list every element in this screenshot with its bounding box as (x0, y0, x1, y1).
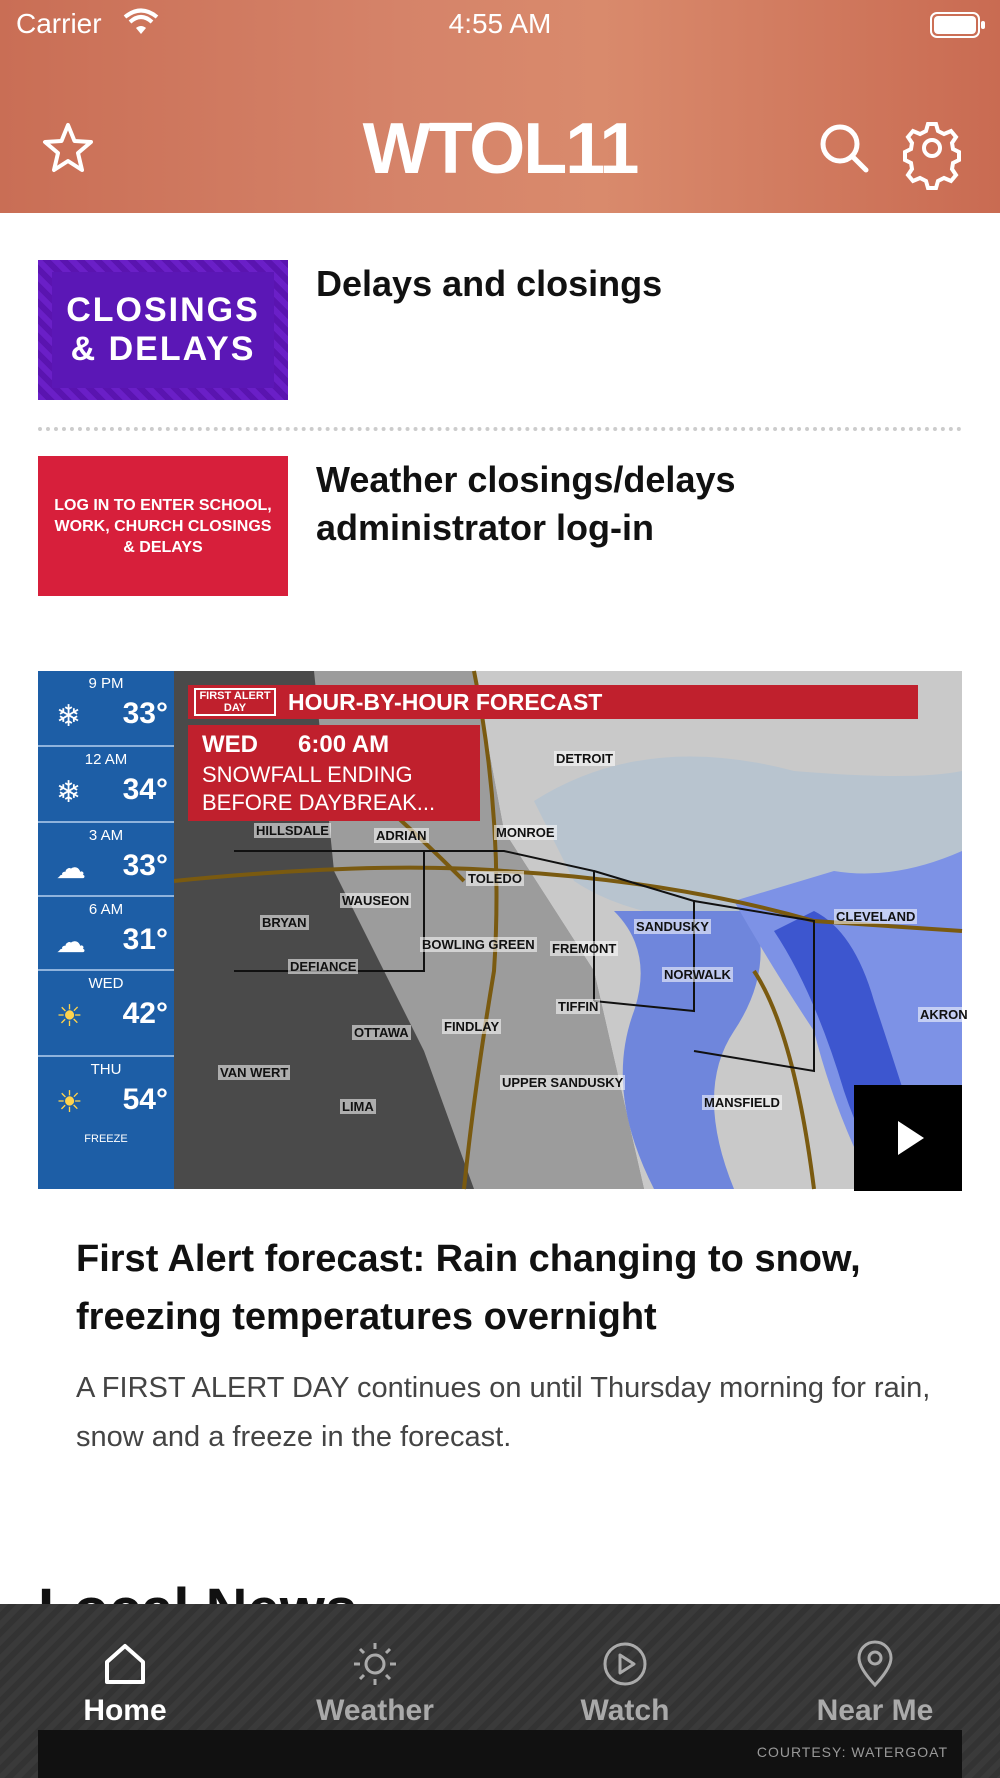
tab-label: Near Me (816, 1694, 934, 1727)
map-city-label: FREMONT (552, 941, 617, 956)
list-item-title: Delays and closings (316, 263, 663, 304)
tab-label: Watch (580, 1694, 670, 1727)
forecast-temp: 31° (122, 923, 168, 956)
tab-label: Weather (316, 1694, 434, 1727)
battery-icon (930, 12, 986, 45)
forecast-time: 12 AM (84, 751, 128, 768)
forecast-time: WED (88, 975, 124, 992)
forecast-freeze-label: FREEZE (84, 1133, 128, 1145)
tab-watch[interactable] (500, 1640, 750, 1728)
forecast-slot (38, 671, 174, 747)
map-city-label: UPPER SANDUSKY (502, 1075, 624, 1090)
map-city-label: TOLEDO (468, 871, 522, 886)
forecast-time: 6 AM (88, 901, 124, 918)
map-city-label: HILLSDALE (256, 823, 329, 838)
tab-weather[interactable] (250, 1640, 500, 1728)
first-alert-badge: FIRST ALERT DAY (194, 688, 276, 716)
map-city-label: DETROIT (556, 751, 614, 766)
subtitle-lines (202, 761, 435, 817)
tab-label: Home (83, 1694, 167, 1727)
subtitle-line2: SNOWFALL ENDING (202, 762, 413, 787)
map-city-label: WAUSEON (342, 893, 410, 908)
partly-sunny-icon: ☀ (56, 1086, 83, 1119)
article-description: A FIRST ALERT DAY continues on until Thursday morning for rain, snow and a freeze in the forecast. (76, 1372, 931, 1453)
map-city-label: SANDUSKY (636, 919, 709, 934)
snow-icon: ❄ (56, 776, 82, 809)
search-icon[interactable] (816, 120, 872, 176)
courtesy-label: COURTESY: WATERGOAT (756, 1744, 948, 1760)
map-city-label: VAN WERT (220, 1065, 289, 1080)
forecast-slot (38, 823, 174, 897)
dotted-divider (38, 427, 962, 431)
forecast-video[interactable] (38, 671, 968, 1189)
app-header (0, 0, 1000, 213)
status-bar (0, 0, 1000, 50)
map-city-label: BOWLING GREEN (422, 937, 535, 952)
map-city-label: CLEVELAND (836, 909, 916, 924)
snow-icon: ❄ (56, 700, 82, 733)
list-item-admin-login[interactable] (38, 456, 962, 596)
map-city-label: TIFFIN (558, 999, 599, 1014)
forecast-slot (38, 971, 174, 1057)
forecast-time: 9 PM (88, 675, 124, 692)
forecast-temp: 33° (122, 697, 168, 730)
map-city-label: MANSFIELD (704, 1095, 780, 1110)
tab-home[interactable] (0, 1640, 250, 1728)
thumb-text-line2: & DELAYS (70, 330, 256, 368)
cloud-snow-icon: ☁ (56, 852, 86, 885)
carrier-label: Carrier (16, 8, 102, 39)
hourly-forecast-sidebar (38, 671, 174, 1189)
location-pin-icon (851, 1640, 899, 1688)
video-play-button[interactable] (854, 1085, 962, 1191)
list-item-title: Weather closings/delays administrator log-in (316, 459, 736, 548)
forecast-temp: 34° (122, 773, 168, 806)
admin-login-thumbnail: LOG IN TO ENTER SCHOOL, WORK, CHURCH CLOSINGS & DELAYS (38, 456, 288, 596)
next-story-preview[interactable] (38, 1730, 962, 1778)
tab-near-me[interactable] (750, 1640, 1000, 1728)
article-headline[interactable]: First Alert forecast: Rain changing to snow, freezing temperatures overnight (76, 1238, 861, 1338)
map-city-label: FINDLAY (444, 1019, 500, 1034)
map-city-label: ADRIAN (376, 828, 427, 843)
map-city-label: DEFIANCE (290, 959, 357, 974)
map-city-label: MONROE (496, 825, 555, 840)
play-icon (854, 1085, 962, 1191)
map-city-label: NORWALK (664, 967, 731, 982)
forecast-temp: 33° (122, 849, 168, 882)
cloud-moon-icon: ☁ (56, 926, 86, 959)
map-city-label: OTTAWA (354, 1025, 409, 1040)
list-item-delays-closings[interactable] (38, 260, 962, 400)
forecast-temp: 54° (122, 1083, 168, 1116)
closings-delays-thumbnail (38, 260, 288, 400)
forecast-slot (38, 747, 174, 823)
subtitle-line1: WED 6:00 AM (202, 731, 390, 758)
map-city-label: AKRON (920, 1007, 968, 1022)
forecast-time: 3 AM (88, 827, 124, 844)
forecast-temp: 42° (122, 997, 168, 1030)
banner-title: HOUR-BY-HOUR FORECAST (288, 689, 603, 715)
home-icon (101, 1640, 149, 1688)
play-circle-icon (601, 1640, 649, 1688)
forecast-time: THU (90, 1061, 122, 1078)
status-time: 4:55 AM (448, 8, 552, 39)
thumb-text-line1: CLOSINGS (66, 291, 260, 329)
subtitle-line3: BEFORE DAYBREAK... (202, 790, 436, 815)
forecast-slot (38, 897, 174, 971)
sun-icon (351, 1640, 399, 1688)
settings-gear-icon[interactable] (904, 120, 960, 176)
partly-sunny-icon: ☀ (56, 1000, 83, 1033)
map-city-label: LIMA (342, 1099, 374, 1114)
forecast-subtitle-box (188, 725, 480, 821)
forecast-banner (188, 685, 918, 719)
map-city-label: BRYAN (262, 915, 307, 930)
wtol-logo: WTOL11 (362, 109, 638, 189)
forecast-slot (38, 1057, 174, 1189)
